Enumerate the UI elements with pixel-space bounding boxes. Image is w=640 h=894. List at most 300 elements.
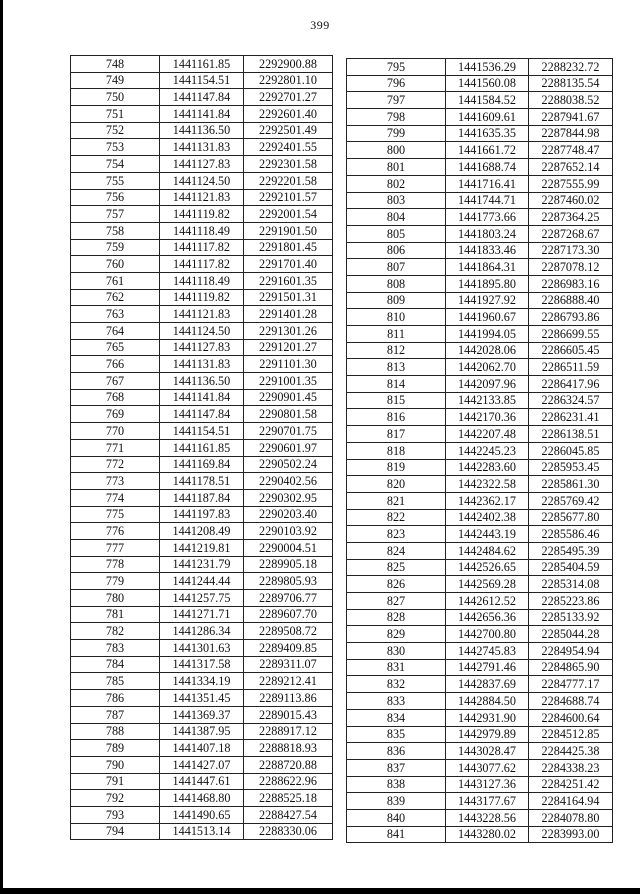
point-number-cell: 823: [347, 526, 446, 543]
table-row: [71, 823, 333, 840]
table-row: [347, 542, 613, 559]
table-row: [347, 175, 613, 192]
point-number-cell: 818: [347, 442, 446, 459]
y-coordinate-cell: 2289113.86: [244, 690, 333, 707]
y-coordinate-cell: 2288525.18: [244, 790, 333, 807]
table-row: [347, 342, 613, 359]
x-coordinate-cell: 1441131.83: [160, 139, 244, 156]
y-coordinate-cell: 2284954.94: [529, 643, 613, 660]
table-row: [347, 759, 613, 776]
y-coordinate-cell: 2286231.41: [529, 409, 613, 426]
x-coordinate-cell: 1441244.44: [160, 573, 244, 590]
point-number-cell: 817: [347, 426, 446, 443]
point-number-cell: 783: [71, 640, 160, 657]
y-coordinate-cell: 2285586.46: [529, 526, 613, 543]
y-coordinate-cell: 2290901.45: [244, 389, 333, 406]
table-row: [347, 209, 613, 226]
point-number-cell: 786: [71, 690, 160, 707]
x-coordinate-cell: 1441154.51: [160, 72, 244, 89]
point-number-cell: 788: [71, 723, 160, 740]
y-coordinate-cell: 2286605.45: [529, 342, 613, 359]
table-row: [71, 389, 333, 406]
x-coordinate-cell: 1441716.41: [446, 175, 529, 192]
table-row: [71, 573, 333, 590]
x-coordinate-cell: 1442028.06: [446, 342, 529, 359]
table-row: [71, 56, 333, 73]
table-row: [71, 406, 333, 423]
table-row: [71, 556, 333, 573]
x-coordinate-cell: 1441560.08: [446, 75, 529, 92]
x-coordinate-cell: 1441536.29: [446, 59, 529, 76]
x-coordinate-cell: 1442402.38: [446, 509, 529, 526]
x-coordinate-cell: 1442931.90: [446, 709, 529, 726]
y-coordinate-cell: 2292401.55: [244, 139, 333, 156]
point-number-cell: 839: [347, 793, 446, 810]
point-number-cell: 802: [347, 175, 446, 192]
x-coordinate-cell: 1441136.50: [160, 373, 244, 390]
y-coordinate-cell: 2286045.85: [529, 442, 613, 459]
table-row: [71, 539, 333, 556]
x-coordinate-cell: 1441447.61: [160, 773, 244, 790]
x-coordinate-cell: 1441147.84: [160, 406, 244, 423]
x-coordinate-cell: 1441427.07: [160, 756, 244, 773]
x-coordinate-cell: 1441131.83: [160, 356, 244, 373]
y-coordinate-cell: 2284251.42: [529, 776, 613, 793]
x-coordinate-cell: 1442569.28: [446, 576, 529, 593]
table-row: [347, 809, 613, 826]
y-coordinate-cell: 2285861.30: [529, 476, 613, 493]
table-row: [347, 709, 613, 726]
x-coordinate-cell: 1441127.83: [160, 156, 244, 173]
y-coordinate-cell: 2288427.54: [244, 806, 333, 823]
table-row: [71, 623, 333, 640]
point-number-cell: 824: [347, 542, 446, 559]
x-coordinate-cell: 1441117.82: [160, 239, 244, 256]
x-coordinate-cell: 1441490.65: [160, 806, 244, 823]
y-coordinate-cell: 2291101.30: [244, 356, 333, 373]
point-number-cell: 827: [347, 593, 446, 610]
table-row: [347, 259, 613, 276]
y-coordinate-cell: 2292201.58: [244, 172, 333, 189]
y-coordinate-cell: 2291901.50: [244, 222, 333, 239]
point-number-cell: 765: [71, 339, 160, 356]
y-coordinate-cell: 2285404.59: [529, 559, 613, 576]
point-number-cell: 805: [347, 225, 446, 242]
y-coordinate-cell: 2287652.14: [529, 159, 613, 176]
table-row: [71, 256, 333, 273]
y-coordinate-cell: 2290302.95: [244, 489, 333, 506]
y-coordinate-cell: 2287460.02: [529, 192, 613, 209]
y-coordinate-cell: 2285044.28: [529, 626, 613, 643]
y-coordinate-cell: 2289607.70: [244, 606, 333, 623]
x-coordinate-cell: 1442484.62: [446, 542, 529, 559]
x-coordinate-cell: 1441119.82: [160, 206, 244, 223]
point-number-cell: 762: [71, 289, 160, 306]
table-row: [71, 323, 333, 340]
point-number-cell: 751: [71, 106, 160, 123]
y-coordinate-cell: 2291701.40: [244, 256, 333, 273]
table-row: [71, 723, 333, 740]
point-number-cell: 770: [71, 423, 160, 440]
y-coordinate-cell: 2292601.40: [244, 106, 333, 123]
point-number-cell: 792: [71, 790, 160, 807]
point-number-cell: 812: [347, 342, 446, 359]
x-coordinate-cell: 1442443.19: [446, 526, 529, 543]
x-coordinate-cell: 1441387.95: [160, 723, 244, 740]
y-coordinate-cell: 2288232.72: [529, 59, 613, 76]
x-coordinate-cell: 1441317.58: [160, 656, 244, 673]
point-number-cell: 821: [347, 492, 446, 509]
y-coordinate-cell: 2285133.92: [529, 609, 613, 626]
table-row: [71, 806, 333, 823]
point-number-cell: 803: [347, 192, 446, 209]
table-row: [347, 743, 613, 760]
point-number-cell: 775: [71, 506, 160, 523]
x-coordinate-cell: 1441334.19: [160, 673, 244, 690]
x-coordinate-cell: 1441219.81: [160, 539, 244, 556]
x-coordinate-cell: 1442362.17: [446, 492, 529, 509]
y-coordinate-cell: 2286138.51: [529, 426, 613, 443]
table-row: [71, 239, 333, 256]
y-coordinate-cell: 2284425.38: [529, 743, 613, 760]
table-row: [347, 459, 613, 476]
point-number-cell: 771: [71, 439, 160, 456]
table-row: [347, 242, 613, 259]
x-coordinate-cell: 1441584.52: [446, 92, 529, 109]
table-row: [347, 793, 613, 810]
y-coordinate-cell: 2289409.85: [244, 640, 333, 657]
x-coordinate-cell: 1442656.36: [446, 609, 529, 626]
x-coordinate-cell: 1441117.82: [160, 256, 244, 273]
point-number-cell: 780: [71, 590, 160, 607]
table-row: [71, 506, 333, 523]
x-coordinate-cell: 1442170.36: [446, 409, 529, 426]
y-coordinate-cell: 2290203.40: [244, 506, 333, 523]
x-coordinate-cell: 1441121.83: [160, 306, 244, 323]
x-coordinate-cell: 1441231.79: [160, 556, 244, 573]
table-row: [347, 192, 613, 209]
table-row: [347, 292, 613, 309]
table-row: [347, 442, 613, 459]
x-coordinate-cell: 1442133.85: [446, 392, 529, 409]
point-number-cell: 813: [347, 359, 446, 376]
page-number: 399: [310, 18, 330, 32]
table-row: [347, 609, 613, 626]
x-coordinate-cell: 1441119.82: [160, 289, 244, 306]
y-coordinate-cell: 2286888.40: [529, 292, 613, 309]
point-number-cell: 819: [347, 459, 446, 476]
x-coordinate-cell: 1442700.80: [446, 626, 529, 643]
y-coordinate-cell: 2292001.54: [244, 206, 333, 223]
point-number-cell: 778: [71, 556, 160, 573]
y-coordinate-cell: 2291601.35: [244, 272, 333, 289]
table-row: [347, 225, 613, 242]
table-row: [347, 376, 613, 393]
point-number-cell: 796: [347, 75, 446, 92]
x-coordinate-cell: 1441513.14: [160, 823, 244, 840]
y-coordinate-cell: 2284777.17: [529, 676, 613, 693]
table-row: [71, 790, 333, 807]
x-coordinate-cell: 1441187.84: [160, 489, 244, 506]
y-coordinate-cell: 2287173.30: [529, 242, 613, 259]
table-row: [347, 559, 613, 576]
x-coordinate-cell: 1441688.74: [446, 159, 529, 176]
point-number-cell: 791: [71, 773, 160, 790]
table-row: [347, 626, 613, 643]
x-coordinate-cell: 1442322.58: [446, 476, 529, 493]
table-row: [71, 122, 333, 139]
table-row: [71, 523, 333, 540]
x-coordinate-cell: 1442062.70: [446, 359, 529, 376]
x-coordinate-cell: 1441927.92: [446, 292, 529, 309]
point-number-cell: 798: [347, 109, 446, 126]
table-row: [71, 756, 333, 773]
x-coordinate-cell: 1441773.66: [446, 209, 529, 226]
y-coordinate-cell: 2291301.26: [244, 323, 333, 340]
table-row: [347, 593, 613, 610]
y-coordinate-cell: 2287941.67: [529, 109, 613, 126]
table-row: [347, 693, 613, 710]
table-row: [71, 172, 333, 189]
y-coordinate-cell: 2288818.93: [244, 740, 333, 757]
point-number-cell: 814: [347, 376, 446, 393]
x-coordinate-cell: 1443077.62: [446, 759, 529, 776]
point-number-cell: 781: [71, 606, 160, 623]
x-coordinate-cell: 1441141.84: [160, 389, 244, 406]
point-number-cell: 804: [347, 209, 446, 226]
y-coordinate-cell: 2291801.45: [244, 239, 333, 256]
point-number-cell: 828: [347, 609, 446, 626]
y-coordinate-cell: 2291401.28: [244, 306, 333, 323]
table-row: [71, 456, 333, 473]
table-row: [71, 106, 333, 123]
point-number-cell: 763: [71, 306, 160, 323]
point-number-cell: 777: [71, 539, 160, 556]
y-coordinate-cell: 2290502.24: [244, 456, 333, 473]
table-row: [347, 826, 613, 843]
x-coordinate-cell: 1442097.96: [446, 376, 529, 393]
y-coordinate-cell: 2290601.97: [244, 439, 333, 456]
table-row: [71, 606, 333, 623]
table-row: [347, 326, 613, 343]
y-coordinate-cell: 2284688.74: [529, 693, 613, 710]
point-number-cell: 793: [71, 806, 160, 823]
y-coordinate-cell: 2286983.16: [529, 275, 613, 292]
y-coordinate-cell: 2286511.59: [529, 359, 613, 376]
x-coordinate-cell: 1441161.85: [160, 56, 244, 73]
point-number-cell: 761: [71, 272, 160, 289]
table-row: [71, 89, 333, 106]
point-number-cell: 841: [347, 826, 446, 843]
x-coordinate-cell: 1441744.71: [446, 192, 529, 209]
table-row: [347, 576, 613, 593]
point-number-cell: 820: [347, 476, 446, 493]
x-coordinate-cell: 1441136.50: [160, 122, 244, 139]
point-number-cell: 826: [347, 576, 446, 593]
point-number-cell: 835: [347, 726, 446, 743]
y-coordinate-cell: 2288038.52: [529, 92, 613, 109]
y-coordinate-cell: 2292501.49: [244, 122, 333, 139]
point-number-cell: 829: [347, 626, 446, 643]
point-number-cell: 831: [347, 659, 446, 676]
y-coordinate-cell: 2287078.12: [529, 259, 613, 276]
point-number-cell: 758: [71, 222, 160, 239]
table-row: [71, 656, 333, 673]
table-row: [347, 359, 613, 376]
table-row: [71, 356, 333, 373]
point-number-cell: 785: [71, 673, 160, 690]
x-coordinate-cell: 1441468.80: [160, 790, 244, 807]
table-row: [347, 776, 613, 793]
x-coordinate-cell: 1441895.80: [446, 275, 529, 292]
point-number-cell: 759: [71, 239, 160, 256]
table-row: [347, 275, 613, 292]
y-coordinate-cell: 2288135.54: [529, 75, 613, 92]
point-number-cell: 810: [347, 309, 446, 326]
table-row: [71, 222, 333, 239]
x-coordinate-cell: 1441635.35: [446, 125, 529, 142]
y-coordinate-cell: 2287555.99: [529, 175, 613, 192]
table-row: [347, 125, 613, 142]
x-coordinate-cell: 1442612.52: [446, 593, 529, 610]
point-number-cell: 832: [347, 676, 446, 693]
table-row: [71, 690, 333, 707]
y-coordinate-cell: 2288720.88: [244, 756, 333, 773]
y-coordinate-cell: 2284078.80: [529, 809, 613, 826]
point-number-cell: 825: [347, 559, 446, 576]
y-coordinate-cell: 2287748.47: [529, 142, 613, 159]
point-number-cell: 800: [347, 142, 446, 159]
point-number-cell: 807: [347, 259, 446, 276]
point-number-cell: 790: [71, 756, 160, 773]
y-coordinate-cell: 2286699.55: [529, 326, 613, 343]
point-number-cell: 757: [71, 206, 160, 223]
table-row: [347, 676, 613, 693]
point-number-cell: 795: [347, 59, 446, 76]
x-coordinate-cell: 1441271.71: [160, 606, 244, 623]
table-row: [347, 92, 613, 109]
y-coordinate-cell: 2287268.67: [529, 225, 613, 242]
table-row: [71, 590, 333, 607]
point-number-cell: 833: [347, 693, 446, 710]
point-number-cell: 769: [71, 406, 160, 423]
point-number-cell: 754: [71, 156, 160, 173]
point-number-cell: 838: [347, 776, 446, 793]
scan-left-border: [0, 0, 3, 894]
y-coordinate-cell: 2284338.23: [529, 759, 613, 776]
x-coordinate-cell: 1443177.67: [446, 793, 529, 810]
y-coordinate-cell: 2285677.80: [529, 509, 613, 526]
x-coordinate-cell: 1441803.24: [446, 225, 529, 242]
point-number-cell: 768: [71, 389, 160, 406]
y-coordinate-cell: 2289805.93: [244, 573, 333, 590]
y-coordinate-cell: 2284865.90: [529, 659, 613, 676]
point-number-cell: 822: [347, 509, 446, 526]
point-number-cell: 764: [71, 323, 160, 340]
x-coordinate-cell: 1441154.51: [160, 423, 244, 440]
point-number-cell: 809: [347, 292, 446, 309]
y-coordinate-cell: 2285953.45: [529, 459, 613, 476]
y-coordinate-cell: 2290801.58: [244, 406, 333, 423]
x-coordinate-cell: 1441124.50: [160, 172, 244, 189]
x-coordinate-cell: 1441960.67: [446, 309, 529, 326]
y-coordinate-cell: 2288622.96: [244, 773, 333, 790]
point-number-cell: 808: [347, 275, 446, 292]
point-number-cell: 811: [347, 326, 446, 343]
x-coordinate-cell: 1443280.02: [446, 826, 529, 843]
table-row: [71, 289, 333, 306]
point-number-cell: 816: [347, 409, 446, 426]
table-row: [347, 509, 613, 526]
point-number-cell: 834: [347, 709, 446, 726]
point-number-cell: 799: [347, 125, 446, 142]
point-number-cell: 787: [71, 706, 160, 723]
y-coordinate-cell: 2289508.72: [244, 623, 333, 640]
x-coordinate-cell: 1441169.84: [160, 456, 244, 473]
table-row: [71, 489, 333, 506]
y-coordinate-cell: 2289311.07: [244, 656, 333, 673]
x-coordinate-cell: 1441161.85: [160, 439, 244, 456]
point-number-cell: 797: [347, 92, 446, 109]
x-coordinate-cell: 1442526.65: [446, 559, 529, 576]
y-coordinate-cell: 2285314.08: [529, 576, 613, 593]
point-number-cell: 774: [71, 489, 160, 506]
table-row: [71, 473, 333, 490]
x-coordinate-cell: 1442884.50: [446, 693, 529, 710]
y-coordinate-cell: 2292701.27: [244, 89, 333, 106]
x-coordinate-cell: 1441301.63: [160, 640, 244, 657]
point-number-cell: 748: [71, 56, 160, 73]
table-row: [347, 59, 613, 76]
y-coordinate-cell: 2285223.86: [529, 593, 613, 610]
point-number-cell: 753: [71, 139, 160, 156]
x-coordinate-cell: 1442745.83: [446, 643, 529, 660]
y-coordinate-cell: 2286324.57: [529, 392, 613, 409]
y-coordinate-cell: 2289706.77: [244, 590, 333, 607]
table-row: [347, 75, 613, 92]
x-coordinate-cell: 1441118.49: [160, 222, 244, 239]
y-coordinate-cell: 2291001.35: [244, 373, 333, 390]
coordinates-table-right: [346, 58, 613, 843]
table-row: [347, 526, 613, 543]
x-coordinate-cell: 1441147.84: [160, 89, 244, 106]
y-coordinate-cell: 2284164.94: [529, 793, 613, 810]
table-row: [71, 673, 333, 690]
point-number-cell: 794: [71, 823, 160, 840]
table-row: [71, 423, 333, 440]
table-row: [347, 426, 613, 443]
x-coordinate-cell: 1441208.49: [160, 523, 244, 540]
x-coordinate-cell: 1443028.47: [446, 743, 529, 760]
y-coordinate-cell: 2292301.58: [244, 156, 333, 173]
point-number-cell: 789: [71, 740, 160, 757]
y-coordinate-cell: 2284600.64: [529, 709, 613, 726]
table-row: [347, 142, 613, 159]
point-number-cell: 836: [347, 743, 446, 760]
x-coordinate-cell: 1441369.37: [160, 706, 244, 723]
x-coordinate-cell: 1441609.61: [446, 109, 529, 126]
table-row: [71, 206, 333, 223]
y-coordinate-cell: 2291201.27: [244, 339, 333, 356]
y-coordinate-cell: 2292101.57: [244, 189, 333, 206]
y-coordinate-cell: 2287364.25: [529, 209, 613, 226]
point-number-cell: 782: [71, 623, 160, 640]
x-coordinate-cell: 1441407.18: [160, 740, 244, 757]
point-number-cell: 767: [71, 373, 160, 390]
table-row: [71, 272, 333, 289]
point-number-cell: 784: [71, 656, 160, 673]
x-coordinate-cell: 1441286.34: [160, 623, 244, 640]
